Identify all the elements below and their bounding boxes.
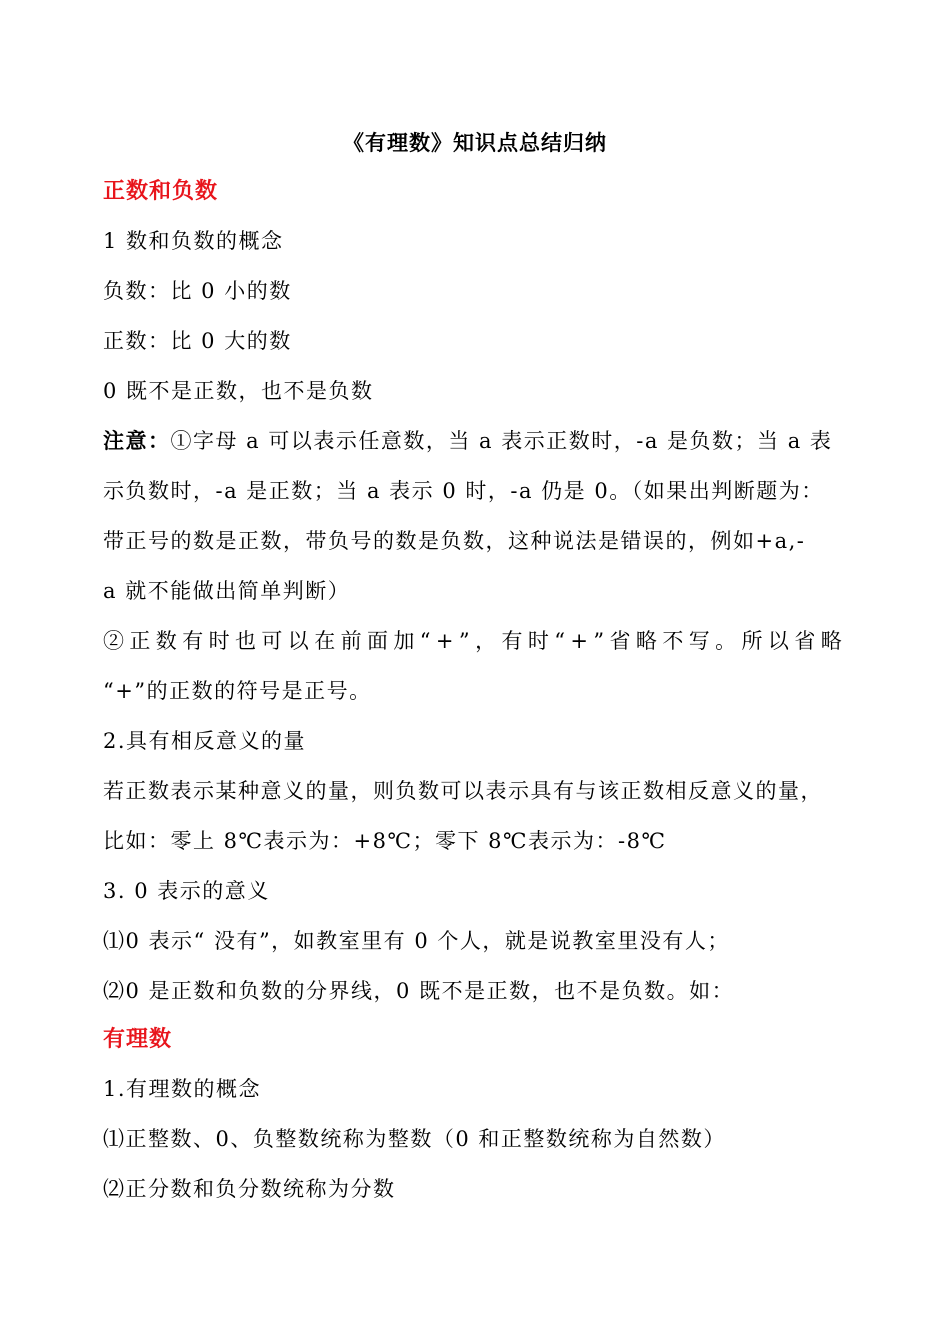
note-label: 注意： bbox=[103, 428, 171, 453]
paragraph-line: 1 数和负数的概念 bbox=[103, 229, 284, 253]
paragraph-line: 1.有理数的概念 bbox=[103, 1077, 262, 1101]
section-heading-positive-negative: 正数和负数 bbox=[103, 178, 219, 204]
paragraph-line: ⑵正分数和负分数统称为分数 bbox=[103, 1177, 396, 1201]
note-line: 示负数时，-a 是正数；当 a 表示 0 时，-a 仍是 0。（如果出判断题为： bbox=[103, 479, 824, 503]
note-line bbox=[103, 426, 863, 456]
paragraph-line: ⑵0 是正数和负数的分界线，0 既不是正数，也不是负数。如： bbox=[103, 979, 735, 1003]
note-line: “+”的正数的符号是正号。 bbox=[103, 679, 372, 703]
note-line: a 就不能做出简单判断） bbox=[103, 579, 351, 603]
paragraph-line: 比如：零上 8℃表示为：+8℃；零下 8℃表示为：-8℃ bbox=[103, 829, 667, 853]
note-text: ①字母 a 可以表示任意数，当 a 表示正数时，-a 是负数；当 a 表 bbox=[170, 429, 833, 453]
paragraph-line: ⑴正整数、0、负整数统称为整数（0 和正整数统称为自然数） bbox=[103, 1127, 726, 1151]
section-heading-rational-numbers: 有理数 bbox=[103, 1026, 173, 1052]
paragraph-line: 若正数表示某种意义的量，则负数可以表示具有与该正数相反意义的量， bbox=[103, 779, 823, 803]
note-line: 带正号的数是正数，带负号的数是负数，这种说法是错误的，例如+a,- bbox=[103, 529, 806, 553]
paragraph-line: 0 既不是正数，也不是负数 bbox=[103, 379, 374, 403]
paragraph-line: 负数：比 0 小的数 bbox=[103, 279, 292, 303]
paragraph-line: 正数：比 0 大的数 bbox=[103, 329, 292, 353]
paragraph-line: ⑴0 表示“ 没有”，如教室里有 0 个人，就是说教室里没有人； bbox=[103, 929, 730, 953]
document-title: 《有理数》知识点总结归纳 bbox=[343, 130, 607, 155]
paragraph-line: 3. 0 表示的意义 bbox=[103, 879, 270, 903]
note-line: ②正数有时也可以在前面加“+”，有时“+”省略不写。所以省略 bbox=[103, 629, 848, 653]
paragraph-line: 2.具有相反意义的量 bbox=[103, 729, 307, 753]
